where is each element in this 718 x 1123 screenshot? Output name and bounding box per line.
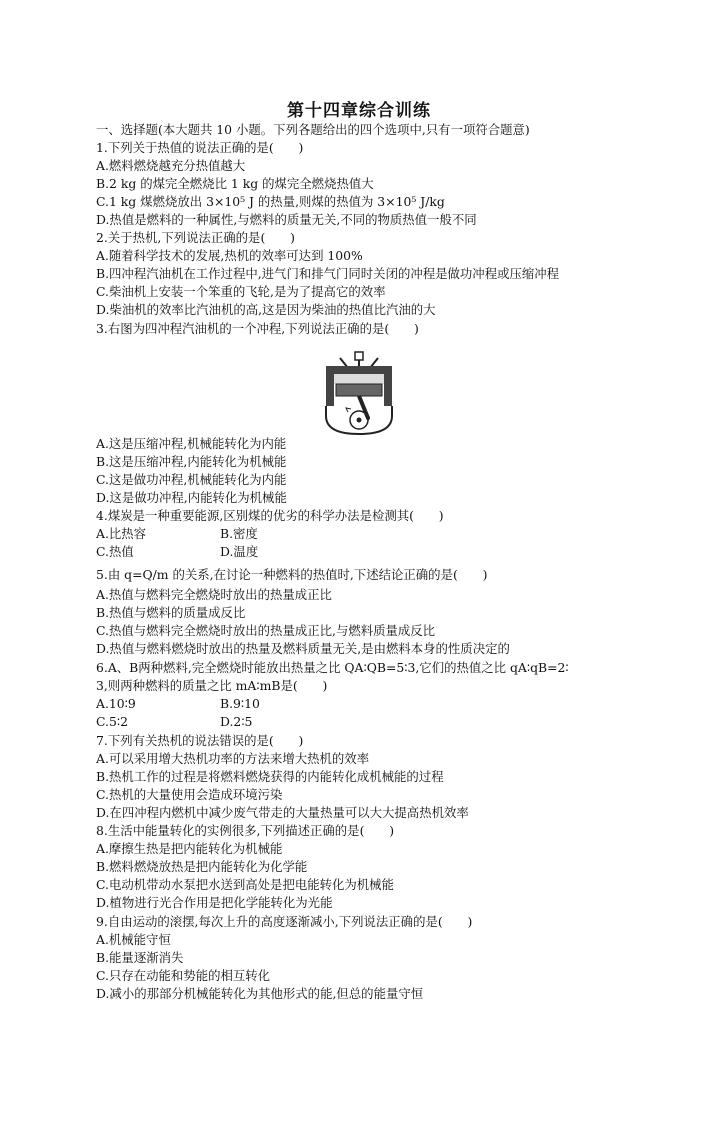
question-4-stem: 4.煤炭是一种重要能源,区别煤的优劣的科学办法是检测其( ) xyxy=(96,508,444,523)
question-1-option-d: D.热值是燃料的一种属性,与燃料的质量无关,不同的物质热值一般不同 xyxy=(96,212,477,227)
question-7-option-d: D.在四冲程内燃机中减少废气带走的大量热量可以大大提高热机效率 xyxy=(96,805,469,820)
question-4-option-d: D.温度 xyxy=(220,544,259,559)
question-3-option-d: D.这是做功冲程,内能转化为机械能 xyxy=(96,490,287,505)
page-title: 第十四章综合训练 xyxy=(287,101,431,121)
question-5-option-c: C.热值与燃料完全燃烧时放出的热量成正比,与燃料质量成反比 xyxy=(96,623,436,638)
question-8-option-d: D.植物进行光合作用是把化学能转化为光能 xyxy=(96,895,333,910)
question-9-option-d: D.减小的那部分机械能转化为其他形式的能,但总的能量守恒 xyxy=(96,986,424,1001)
question-1-option-a: A.燃料燃烧越充分热值越大 xyxy=(96,158,246,173)
question-7-stem: 7.下列有关热机的说法错误的是( ) xyxy=(96,733,304,748)
question-2-option-a: A.随着科学技术的发展,热机的效率可达到 100% xyxy=(96,248,363,263)
question-3-option-a: A.这是压缩冲程,机械能转化为内能 xyxy=(96,436,287,451)
question-2-stem: 2.关于热机,下列说法正确的是( ) xyxy=(96,230,295,245)
question-4-option-a: A.比热容 xyxy=(96,526,147,541)
question-1-stem: 1.下列关于热值的说法正确的是( ) xyxy=(96,140,304,155)
question-5-stem: 5.由 q=Q/m 的关系,在讨论一种燃料的热值时,下述结论正确的是( ) xyxy=(96,567,488,582)
question-6-stem-line-1: 6.A、B两种燃料,完全燃烧时能放出热量之比 QA∶QB=5∶3,它们的热值之比 qA∶qB=2∶ xyxy=(96,660,569,675)
question-2-option-b: B.四冲程汽油机在工作过程中,进气门和排气门同时关闭的冲程是做功冲程或压缩冲程 xyxy=(96,266,560,281)
question-7-option-b: B.热机工作的过程是将燃料燃烧获得的内能转化成机械能的过程 xyxy=(96,769,444,784)
question-3-option-b: B.这是压缩冲程,内能转化为机械能 xyxy=(96,454,287,469)
question-3-stem: 3.右图为四冲程汽油机的一个冲程,下列说法正确的是( ) xyxy=(96,321,419,336)
question-6-option-a: A.10∶9 xyxy=(96,696,136,711)
question-3-option-c: C.这是做功冲程,机械能转化为内能 xyxy=(96,472,287,487)
question-5-option-d: D.热值与燃料燃烧时放出的热量及燃料质量无关,是由燃料本身的性质决定的 xyxy=(96,641,510,656)
engine-cylinder-figure xyxy=(318,350,400,436)
section-heading: 一、选择题(本大题共 10 小题。下列各题给出的四个选项中,只有一项符合题意) xyxy=(96,122,530,137)
question-6-option-d: D.2∶5 xyxy=(220,714,253,729)
question-7-option-a: A.可以采用增大热机功率的方法来增大热机的效率 xyxy=(96,751,370,766)
question-5-option-b: B.热值与燃料的质量成反比 xyxy=(96,605,246,620)
question-9-stem: 9.自由运动的滚摆,每次上升的高度逐渐减小,下列说法正确的是( ) xyxy=(96,914,473,929)
question-9-option-c: C.只存在动能和势能的相互转化 xyxy=(96,968,271,983)
question-6-stem-line-2: 3,则两种燃料的质量之比 mA∶mB是( ) xyxy=(96,678,328,693)
question-4-option-c: C.热值 xyxy=(96,544,134,559)
question-8-option-c: C.电动机带动水泵把水送到高处是把电能转化为机械能 xyxy=(96,877,394,892)
question-4-option-b: B.密度 xyxy=(220,526,258,541)
question-6-option-c: C.5∶2 xyxy=(96,714,128,729)
question-6-option-b: B.9∶10 xyxy=(220,696,260,711)
question-8-stem: 8.生活中能量转化的实例很多,下列描述正确的是( ) xyxy=(96,823,395,838)
question-1-option-b: B.2 kg 的煤完全燃烧比 1 kg 的煤完全燃烧热值大 xyxy=(96,176,374,191)
question-9-option-b: B.能量逐渐消失 xyxy=(96,950,184,965)
question-5-option-a: A.热值与燃料完全燃烧时放出的热量成正比 xyxy=(96,587,332,602)
question-7-option-c: C.热机的大量使用会造成环境污染 xyxy=(96,787,283,802)
question-8-option-b: B.燃料燃烧放热是把内能转化为化学能 xyxy=(96,859,308,874)
question-2-option-c: C.柴油机上安装一个笨重的飞轮,是为了提高它的效率 xyxy=(96,284,386,299)
question-8-option-a: A.摩擦生热是把内能转化为机械能 xyxy=(96,841,283,856)
question-2-option-d: D.柴油机的效率比汽油机的高,这是因为柴油的热值比汽油的大 xyxy=(96,302,436,317)
question-1-option-c: C.1 kg 煤燃烧放出 3×10⁵ J 的热量,则煤的热值为 3×10⁵ J/kg xyxy=(96,194,445,209)
question-9-option-a: A.机械能守恒 xyxy=(96,932,171,947)
